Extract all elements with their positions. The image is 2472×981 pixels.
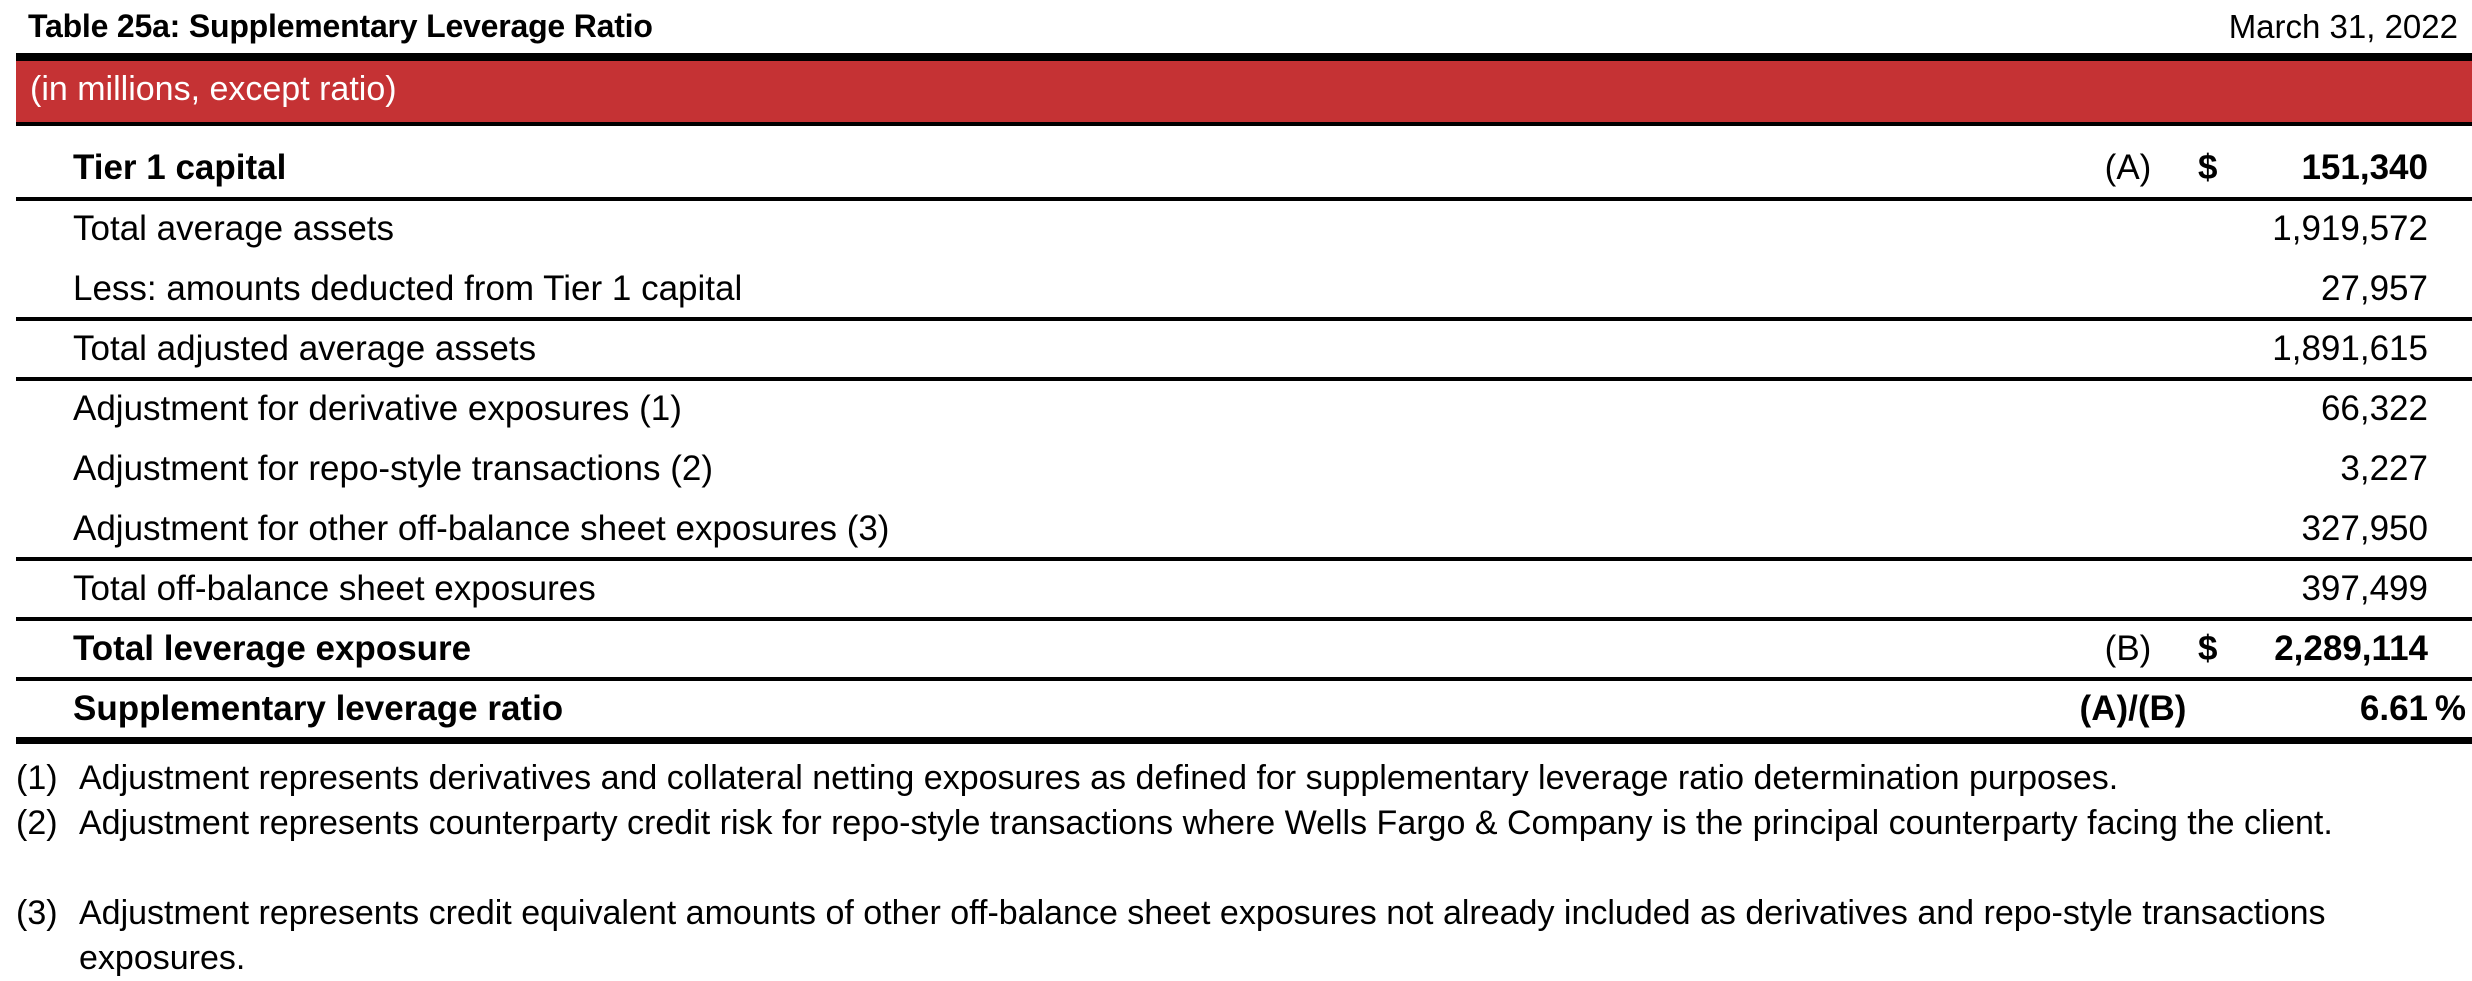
row-label: Adjustment for derivative exposures (1) — [73, 389, 682, 428]
row-label: Supplementary leverage ratio — [73, 689, 564, 728]
table-title: Table 25a: Supplementary Leverage Ratio — [28, 8, 653, 44]
row-value: 151,340 — [2301, 148, 2428, 187]
row-unit: % — [2434, 689, 2466, 728]
table-row — [16, 619, 2472, 679]
header-rule — [16, 53, 2472, 61]
row-currency: $ — [2198, 148, 2218, 187]
units-label: (in millions, except ratio) — [30, 70, 397, 108]
table-date: March 31, 2022 — [2228, 8, 2458, 45]
row-label: Tier 1 capital — [73, 148, 287, 187]
row-label: Adjustment for other off-balance sheet exposures (3) — [73, 509, 890, 548]
row-value: 2,289,114 — [2274, 629, 2428, 668]
row-label: Total average assets — [73, 209, 395, 248]
footnote-number: (1) — [16, 759, 58, 797]
row-label: Adjustment for repo-style transactions (2) — [73, 449, 713, 488]
footnote-number: (2) — [16, 804, 58, 842]
row-value: 6.61 — [2359, 689, 2428, 728]
table-row — [16, 379, 2472, 439]
table-row — [16, 259, 2472, 319]
band-rule — [16, 122, 2472, 126]
footnote — [16, 801, 2432, 891]
row-label: Total off-balance sheet exposures — [73, 569, 596, 608]
footnote-number: (3) — [16, 894, 58, 932]
footnote-text: Adjustment represents counterparty credit risk for repo-style transactions where Wells Fargo & Company is the principal counterparty facing the client. — [79, 804, 2333, 842]
table-row — [16, 559, 2472, 619]
row-value: 3,227 — [2340, 449, 2428, 488]
row-value: 1,919,572 — [2272, 209, 2428, 248]
row-value: 66,322 — [2320, 389, 2428, 428]
table-row — [16, 138, 2472, 198]
row-value: 1,891,615 — [2272, 329, 2428, 368]
table-row — [16, 679, 2472, 739]
row-value: 27,957 — [2320, 269, 2428, 308]
footnote — [16, 756, 2432, 801]
table-row — [16, 439, 2472, 499]
table-row — [16, 199, 2472, 259]
row-label: Less: amounts deducted from Tier 1 capital — [73, 269, 743, 308]
units-band — [16, 61, 2472, 122]
table-row — [16, 319, 2472, 379]
footnote-text: Adjustment represents derivatives and collateral netting exposures as defined for supplementary leverage ratio determination purposes. — [79, 759, 2119, 797]
row-value: 397,499 — [2301, 569, 2428, 608]
footnote-text: Adjustment represents credit equivalent amounts of other off-balance sheet exposures not already included as derivatives and repo-style transactions exposures. — [79, 894, 2326, 977]
row-label: Total leverage exposure — [73, 629, 472, 668]
row-ref: (B) — [2104, 629, 2152, 668]
table-header — [16, 0, 2472, 54]
table-row — [16, 499, 2472, 559]
footnote — [16, 891, 2432, 981]
row-currency: $ — [2198, 629, 2218, 668]
row-value: 327,950 — [2301, 509, 2428, 548]
table-bottom-rule — [16, 737, 2472, 744]
row-ref: (A) — [2104, 148, 2152, 187]
row-ref: (A)/(B) — [2079, 689, 2187, 728]
row-label: Total adjusted average assets — [73, 329, 537, 368]
